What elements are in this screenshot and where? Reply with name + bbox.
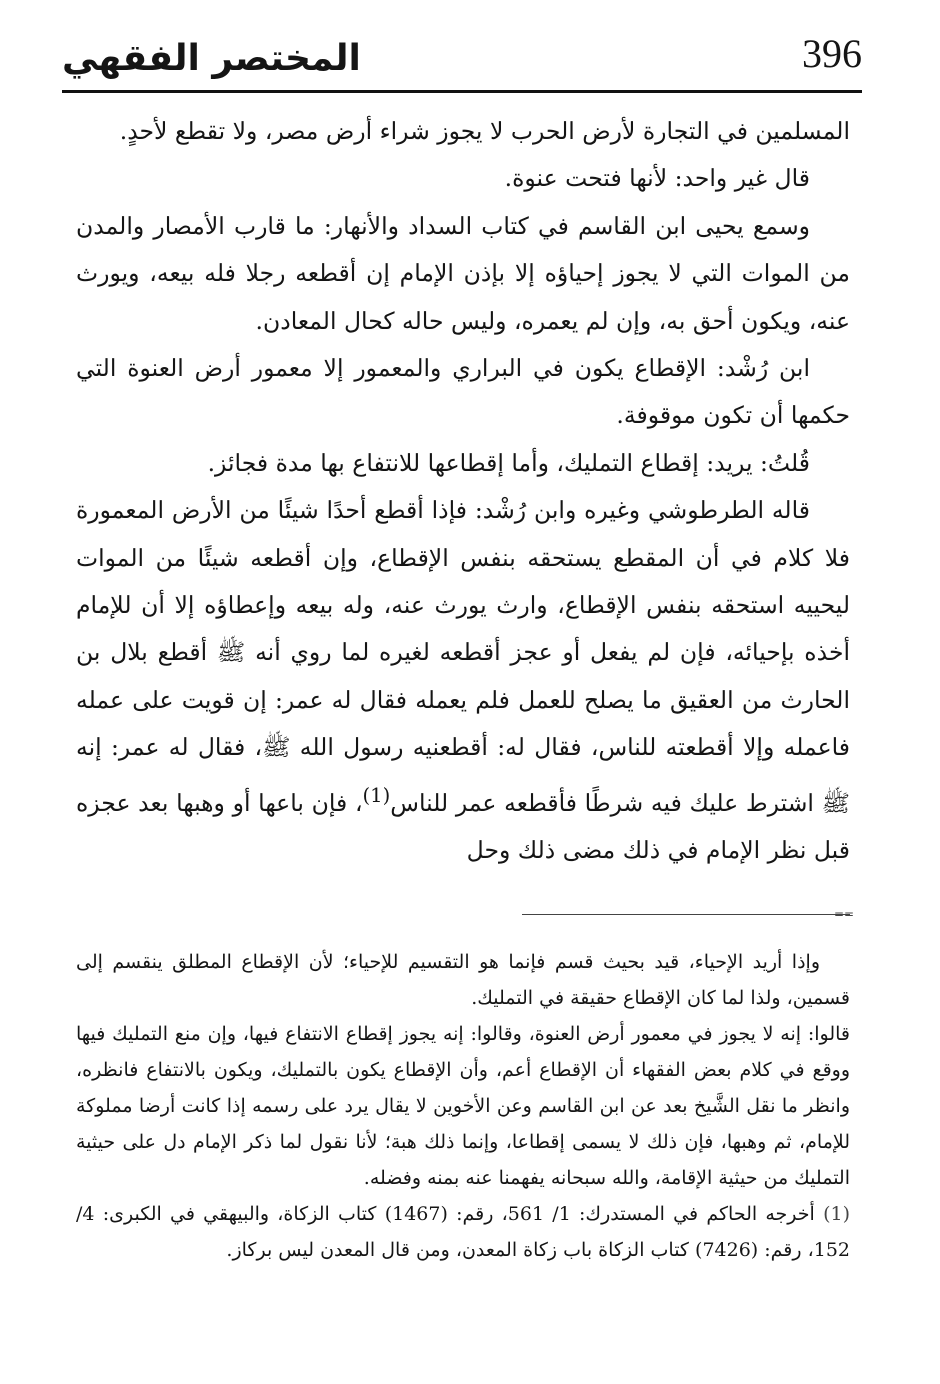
- note-continuation: وإذا أريد الإحياء، قيد بحيث قسم فإنما هو التقسيم للإحياء؛ لأن الإقطاع المطلق ينقسم إلى قسمين، ولذا لما كان الإقطاع حقيقة في التمليك.: [76, 951, 850, 1009]
- footnote-1: [76, 1196, 850, 1268]
- paragraph-6-tail: ، فإن باعها أو وهبها بعد عجزه قبل نظر الإمام في ذلك مضى ذلك وحل: [76, 788, 850, 864]
- page-header: [62, 30, 862, 93]
- footnote-separator: [522, 914, 850, 915]
- main-text: [76, 108, 850, 874]
- paragraph-4: ابن رُشْد: الإقطاع يكون في البراري والمعمور إلا معمور أرض العنوة التي حكمها أن تكون موقوفة.: [76, 354, 850, 430]
- book-title: المختصر الفقهي: [62, 38, 361, 79]
- footnote-1-text: أخرجه الحاكم في المستدرك: 1/ 561، رقم: (1467) كتاب الزكاة، والبيهقي في الكبرى: 4/ 152، رقم: (7426) كتاب الزكاة باب زكاة المعدن، ومن قال المعدن ليس بركاز.: [76, 1203, 850, 1261]
- footnotes: [76, 944, 850, 1268]
- paragraph-3: وسمع يحيى ابن القاسم في كتاب السداد والأنهار: ما قارب الأمصار والمدن من الموات التي لا يجوز إحياؤه إلا بإذن الإمام إن أقطعه رجلا فله بيعه، ويورث عنه، ويكون أحق به، وإن لم يعمره، وليس حاله كحال المعادن.: [76, 211, 850, 335]
- paragraph-2: قال غير واحد: لأنها فتحت عنوة.: [504, 164, 810, 193]
- paragraph-6: [76, 487, 850, 874]
- footnote-ref-1: (1): [362, 783, 391, 807]
- page-number: 396: [802, 31, 862, 76]
- paragraph-5: قُلتُ: يريد: إقطاع التمليك، وأما إقطاعها للانتفاع بها مدة فجائز.: [207, 448, 810, 477]
- paragraph-6-body: قاله الطرطوشي وغيره وابن رُشْد: فإذا أقطع أحدًا شيئًا من الأرض المعمورة فلا كلام في أن المقطع يستحقه بنفس الإقطاع، وإن أقطعه شيئًا من الموات ليحييه استحقه بنفس الإقطاع، وارث يورث عنه، وله بيعه وإعطاؤه إلا أن للإمام أخذه بإحيائه، فإن لم يفعل أو عجز أقطعه لغيره لما روي أنه ﷺ أقطع بلال بن الحارث من العقيق ما يصلح للعمل فلم يعمله فقال له عمر: إن قويت على عمله فاعمله وإلا أقطعته للناس، فقال له: أقطعنيه رسول الله ﷺ، فقال له عمر: إنه ﷺ اشترط عليك فيه شرطًا فأقطعه عمر للناس: [76, 496, 851, 817]
- note-commentary: قالوا: إنه لا يجوز في معمور أرض العنوة، وقالوا: إنه يجوز إقطاع الانتفاع فيها، وإن منع التمليك فيها ووقع في كلام بعض الفقهاء أن الإقطاع أعم، وأن الإقطاع يكون بالتمليك، ويكون بالانتفاع فانظره، وانظر ما نقل الشَّيخ بعد عن ابن القاسم وعن الأخوين لا يقال يرد على رسمه إذا كانت أرضا مملوكة للإمام، ثم وهبها، فإن ذلك لا يسمى إقطاعا، وإنما ذلك هبة؛ لأنا نقول لما ذكر الإمام دل على حيثية التمليك من حيثية الإقامة، والله سبحانه يفهمنا عنه بمنه وفضله.: [76, 1023, 850, 1189]
- separator-mark: ==: [834, 907, 855, 921]
- paragraph-1: المسلمين في التجارة لأرض الحرب لا يجوز شراء أرض مصر، ولا تقطع لأحدٍ.: [119, 117, 850, 145]
- footnote-1-number: (1): [823, 1203, 850, 1225]
